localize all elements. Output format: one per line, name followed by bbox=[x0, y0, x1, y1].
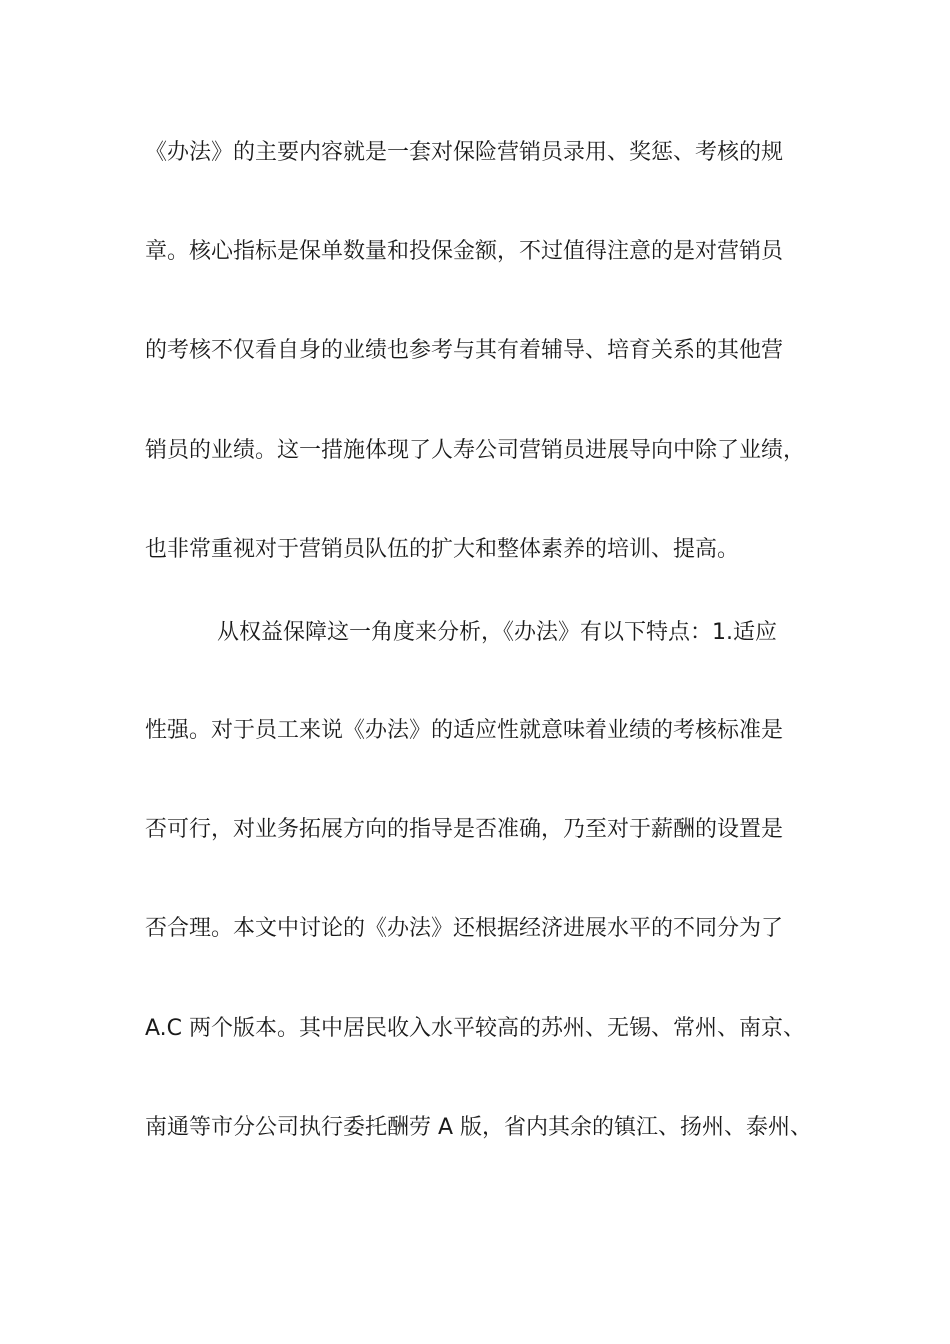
text-line-10: A.C 两个版本。其中居民收入水平较高的苏州、无锡、常州、南京、 bbox=[145, 1016, 806, 1041]
text-line-7: 性强。对于员工来说《办法》的适应性就意味着业绩的考核标准是 bbox=[145, 718, 784, 743]
text-line-4: 销员的业绩。这一措施体现了人寿公司营销员进展导向中除了业绩， bbox=[145, 438, 806, 463]
text-line-3: 的考核不仅看自身的业绩也参考与其有着辅导、培育关系的其他营 bbox=[145, 338, 784, 363]
text-line-1: 《办法》的主要内容就是一套对保险营销员录用、奖惩、考核的规 bbox=[145, 140, 784, 165]
text-line-8: 否可行，对业务拓展方向的指导是否准确，乃至对于薪酬的设置是 bbox=[145, 817, 784, 842]
text-line-6-indented: 从权益保障这一角度来分析，《办法》有以下特点：1.适应 bbox=[217, 620, 777, 645]
text-line-5: 也非常重视对于营销员队伍的扩大和整体素养的培训、提高。 bbox=[145, 537, 740, 562]
text-line-11: 南通等市分公司执行委托酬劳 A 版，省内其余的镇江、扬州、泰州、 bbox=[145, 1115, 813, 1140]
text-line-9: 否合理。本文中讨论的《办法》还根据经济进展水平的不同分为了 bbox=[145, 916, 784, 941]
text-line-2: 章。核心指标是保单数量和投保金额，不过值得注意的是对营销员 bbox=[145, 239, 784, 264]
